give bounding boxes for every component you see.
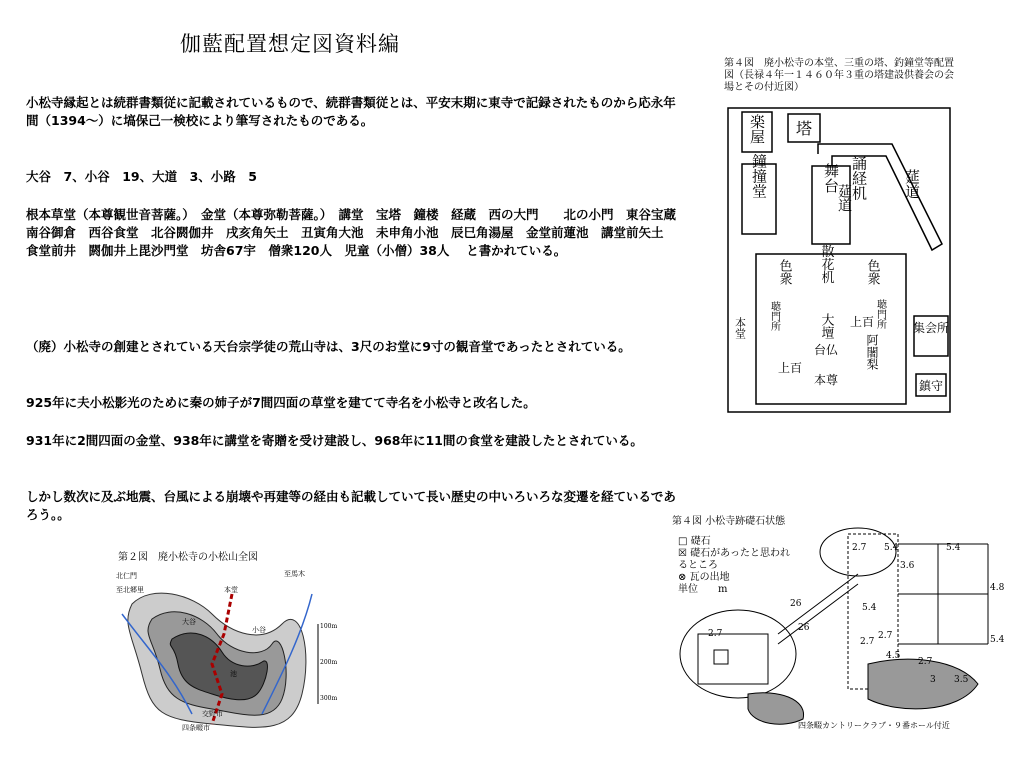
label-choumon: 聴門所 (768, 301, 780, 331)
figure-temple-layout (722, 58, 956, 414)
dim-k: 4.5 (886, 651, 901, 661)
mountain-map-drawing (112, 564, 338, 734)
figure-komatsu-mountain-map (112, 548, 338, 734)
dim-g: 5.4 (862, 603, 877, 613)
dim-j: 2.7 (878, 631, 893, 641)
dim-b: 5.4 (884, 543, 899, 553)
figure-temple-layout-caption: 第４図 廃小松寺の本堂、三重の塔、釣鐘堂等配置図（長禄４年一１４６０年３重の塔建設供養会の会場とその付近図） (724, 58, 954, 93)
map-scale-100: 100m (320, 623, 338, 630)
label-rakuya: 楽屋 (748, 114, 766, 144)
paragraph-925: 925年に夫小松影光のために秦の姉子が7間四面の草堂を建てて寺名を小松寺と改名した。 (26, 395, 536, 410)
map-label-koutsuu: 交野市 (202, 710, 223, 718)
stones-drawing (668, 514, 1005, 736)
dim-i: 2.7 (860, 637, 875, 647)
label-hondou: 本堂 (733, 317, 747, 339)
map-label-kodani: 小谷 (252, 626, 266, 634)
dim-l: 2.7 (918, 657, 933, 667)
dim-c: 5.4 (946, 543, 961, 553)
label-daibutsu: 台仏 (813, 343, 839, 357)
label-shiki2: 色衆 (864, 259, 880, 285)
dim-p: 2.7 (708, 629, 723, 639)
temple-layout-drawing (722, 94, 956, 414)
dim-e: 26 (790, 599, 802, 609)
label-butai: 舞台 (822, 163, 840, 193)
dim-m: 5.4 (990, 635, 1005, 645)
dim-h: 4.8 (990, 583, 1005, 593)
map-label-route: 至馬木 (284, 570, 305, 578)
dim-o: 3.5 (954, 675, 969, 685)
legend-item-stone: □ 礎石 (678, 536, 711, 547)
paragraph-changes: しかし数次に及ぶ地震、台風による崩壊や再建等の経由も記載していて長い歴史の中いろいろな変遷を経ているであろう。。 (26, 489, 676, 522)
map-label-south: 四条畷市 (182, 724, 210, 732)
paragraph-founding: （廃）小松寺の創建とされている天台宗学徒の荒山寺は、3尺のお堂に9寸の観音堂であったとされている。 (26, 339, 631, 354)
map-label-ike: 池 (230, 670, 237, 678)
label-sange: 散花机 (818, 244, 834, 284)
label-shuukai: 集会所 (912, 321, 950, 335)
label-daidan: 大壇 (818, 313, 834, 339)
map-scale-200: 200m (320, 659, 338, 666)
map-scale-300: 300m (320, 695, 338, 702)
legend-unit: 単位 m (678, 584, 728, 595)
figure-foundation-stones (668, 514, 1005, 736)
figure-stones-caption: 第４図 小松寺跡礎石状態 (672, 516, 786, 527)
label-honzon: 本尊 (813, 373, 839, 387)
label-tou: 塔 (795, 119, 813, 138)
paragraph-buildings: 根本草堂（本尊観世音菩薩。） 金堂（本尊弥勒菩薩。） 講堂 宝塔 鐘楼 経蔵 西の大門 北の小門 東谷宝蔵 南谷御倉 西谷食堂 北谷閼伽井 戌亥角矢土 丑寅角大池 未申角小池 辰巳角湯屋 金堂前蓮池 講堂前矢土 食堂前井 閼伽井上毘沙門堂 坊舎67宇 僧衆120人 児童（小僧）38人 と書かれている。 (26, 207, 689, 258)
map-label-honzon: 本堂 (224, 586, 238, 594)
dim-n: 3 (930, 675, 936, 685)
figure-stones-footer: 四条畷カントリークラブ・９番ホール付近 (798, 721, 950, 730)
map-label-okado: 大谷 (182, 618, 196, 626)
dim-a: 2.7 (852, 543, 867, 553)
paragraph-origin: 小松寺縁起とは続群書類従に記載されているもので、続群書類従とは、平安末期に東寺で記録されたものから応永年間（1394～）に塙保己一検校により筆写されたものである。 (26, 95, 676, 128)
map-label-sakai: 至北郷里 (116, 586, 144, 594)
map-label-kitaninomon: 北仁門 (116, 572, 137, 580)
label-shoudou: 鐘撞堂 (750, 153, 768, 199)
label-choumon2: 聴門所 (874, 299, 886, 329)
page-title: 伽藍配置想定図資料編 (180, 32, 400, 56)
dim-d: 3.6 (900, 561, 915, 571)
label-jouhyaku2: 上百 (777, 361, 803, 375)
label-jouhyaku: 上百 (849, 315, 875, 329)
label-shiki: 色衆 (776, 259, 792, 285)
label-rendou: 莚道 (836, 184, 852, 212)
paragraph-counts: 大谷 7、小谷 19、大道 3、小路 5 (26, 169, 257, 184)
label-jukyou: 誦経机 (850, 155, 868, 201)
label-chinju: 鎮守 (918, 379, 944, 393)
paragraph-931: 931年に2間四面の金堂、938年に講堂を寄贈を受け建設し、968年に11間の食堂を建設したとされている。 (26, 433, 643, 448)
figure-map-caption: 第２図 廃小松寺の小松山全図 (118, 552, 258, 563)
label-ren2: 莚道 (903, 169, 921, 199)
dim-f: 26 (798, 623, 810, 633)
legend-item-former-stone: ☒ 礎石があったと思われるところ (678, 548, 791, 571)
label-ajari: 阿闍梨 (865, 334, 879, 370)
legend-item-tiles: ⊗ 瓦の出地 (678, 572, 730, 583)
